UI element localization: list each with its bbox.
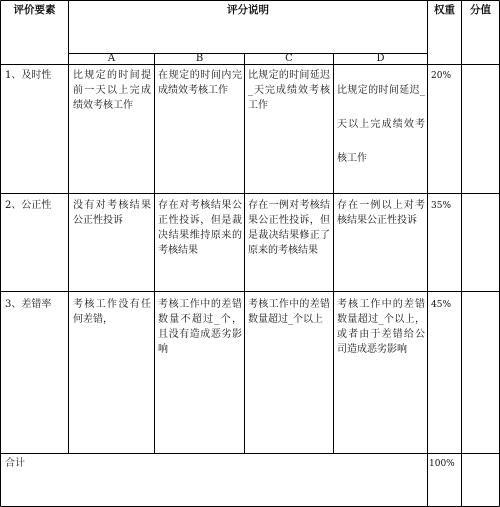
row-timeliness-factor: 1、及时性 (5, 70, 52, 81)
row-fairness-weight: 35% (431, 201, 452, 211)
row-fairness-grade-d: 存在一例以上对考核结果公正性投诉 (337, 200, 425, 226)
row-error-rate-grade-c: 考核工作中的差错数量超过_个以上 (248, 299, 330, 325)
header-factor: 评价要素 (13, 4, 56, 16)
header-description: 评分说明 (227, 4, 269, 16)
row-error-rate-weight: 45% (431, 300, 452, 310)
row-timeliness-grade-c: 比规定的时间延迟_天完成绩效考核工作 (248, 70, 330, 111)
total-weight: 100% (429, 459, 455, 469)
row-error-rate-factor: 3、差错率 (5, 299, 52, 310)
header-score: 分值 (470, 4, 491, 16)
row-error-rate-grade-a: 考核工作没有任何差错， (73, 299, 151, 325)
header-weight: 权重 (434, 4, 455, 16)
row-timeliness-weight: 20% (431, 71, 452, 81)
row-fairness-grade-c: 存在一例对考核结果公正性投诉，但是裁决结果修正了原来的考核结果 (248, 200, 330, 256)
row-fairness-factor: 2、公正性 (5, 200, 52, 211)
row-error-rate-grade-d: 考核工作中的差错数量超过_个以上，或者由于差错给公司造成恶劣影响 (337, 299, 425, 355)
total-label: 合计 (5, 458, 25, 469)
grade-d-label: D (376, 53, 385, 64)
row-timeliness-grade-a: 比规定的时间提前一天以上完成绩效考核工作 (73, 70, 151, 111)
grade-b-label: B (195, 53, 204, 64)
row-fairness-grade-b: 存在对考核结果公正性投诉，但是裁决结果维持原来的考核结果 (158, 200, 242, 256)
row-timeliness-grade-b: 在规定的时间内完成绩效考核工作 (158, 70, 242, 96)
row-timeliness-grade-d: 比规定的时间延迟_天以上完成绩效考核工作 (337, 85, 425, 164)
grade-a-label: A (107, 53, 116, 64)
row-error-rate-grade-b: 考核工作中的差错数量不超过_个，且没有造成恶劣影响 (158, 299, 242, 355)
row-fairness-grade-a: 没有对考核结果公正性投诉 (73, 200, 151, 226)
grade-c-label: C (285, 53, 293, 64)
